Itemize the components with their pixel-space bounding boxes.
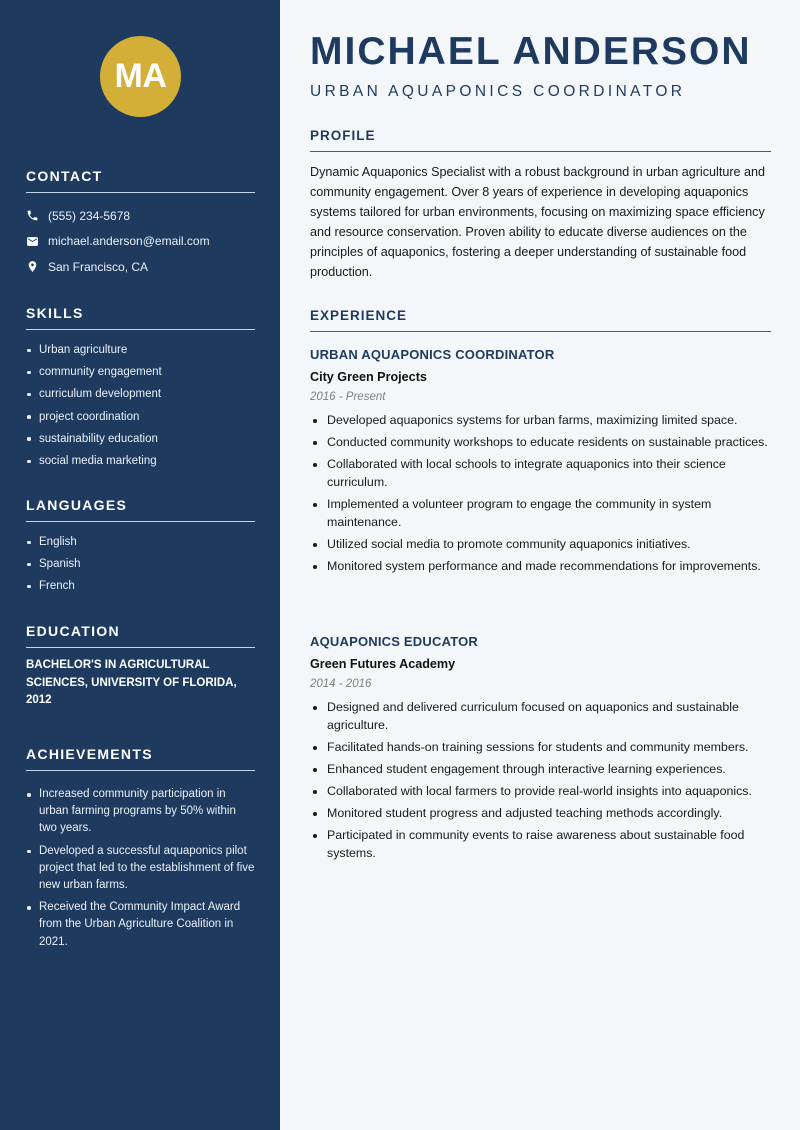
- contact-list: [26, 203, 255, 280]
- sidebar: [0, 0, 280, 1130]
- skill-item: project coordination: [26, 406, 255, 428]
- job-bullet: Implemented a volunteer program to engage the community in system maintenance.: [310, 495, 771, 531]
- contact-location: [26, 254, 255, 280]
- job-company: Green Futures Academy: [310, 657, 456, 671]
- skill-item: sustainability education: [26, 428, 255, 450]
- education-section: [26, 623, 255, 710]
- language-item: French: [26, 575, 255, 597]
- skill-item: social media marketing: [26, 450, 255, 472]
- job-dates: 2014 - 2016: [310, 678, 372, 690]
- skills-heading: SKILLS: [26, 305, 255, 330]
- job-bullet: Participated in community events to raise awareness about sustainable food systems.: [310, 826, 771, 862]
- education-heading: EDUCATION: [26, 623, 255, 648]
- candidate-name: MICHAEL ANDERSON: [310, 30, 752, 73]
- job-company: City Green Projects: [310, 370, 427, 384]
- profile-section: [310, 128, 771, 282]
- job-bullet: Facilitated hands-on training sessions for students and community members.: [310, 738, 771, 756]
- skill-item: Urban agriculture: [26, 339, 255, 361]
- email-value[interactable]: michael.anderson@email.com: [48, 234, 210, 249]
- job-bullet: Monitored system performance and made recommendations for improvements.: [310, 557, 771, 575]
- language-item: English: [26, 531, 255, 553]
- languages-list: [26, 531, 255, 598]
- skill-item: curriculum development: [26, 383, 255, 405]
- experience-heading: EXPERIENCE: [310, 308, 771, 332]
- achievement-item: Developed a successful aquaponics pilot project that led to the establishment of five new urban farms.: [26, 843, 255, 895]
- avatar: [100, 36, 181, 117]
- candidate-title: URBAN AQUAPONICS COORDINATOR: [310, 83, 686, 100]
- languages-section: [26, 497, 255, 598]
- achievements-list: [26, 786, 255, 951]
- achievements-section: [26, 746, 255, 956]
- job-bullet: Developed aquaponics systems for urban farms, maximizing limited space.: [310, 411, 771, 429]
- job-bullet: Enhanced student engagement through interactive learning experiences.: [310, 760, 771, 778]
- education-entry: BACHELOR'S IN AGRICULTURAL SCIENCES, UNIVERSITY OF FLORIDA, 2012: [26, 659, 237, 706]
- job-bullet: Conducted community workshops to educate residents on sustainable practices.: [310, 433, 771, 451]
- experience-section: [310, 308, 771, 332]
- location-pin-icon: [26, 260, 39, 273]
- avatar-initials: MA: [114, 57, 167, 95]
- job-bullets: [310, 698, 771, 862]
- job-role: URBAN AQUAPONICS COORDINATOR: [310, 347, 555, 362]
- profile-heading: PROFILE: [310, 128, 771, 152]
- skills-list: [26, 339, 255, 472]
- job-bullets: [310, 411, 771, 575]
- job-dates: 2016 - Present: [310, 391, 386, 403]
- languages-heading: LANGUAGES: [26, 497, 255, 522]
- job-bullet: Collaborated with local farmers to provide real-world insights into aquaponics.: [310, 782, 771, 800]
- job-role: AQUAPONICS EDUCATOR: [310, 634, 478, 649]
- contact-heading: CONTACT: [26, 168, 255, 193]
- contact-email: [26, 229, 255, 255]
- contact-section: [26, 168, 255, 280]
- job-entry: [310, 634, 771, 866]
- job-bullet: Monitored student progress and adjusted teaching methods accordingly.: [310, 804, 771, 822]
- skill-item: community engagement: [26, 361, 255, 383]
- achievement-item: Increased community participation in urban farming programs by 50% within two years.: [26, 786, 255, 838]
- job-entry: [310, 347, 771, 579]
- location-value: San Francisco, CA: [48, 259, 149, 274]
- achievements-heading: ACHIEVEMENTS: [26, 746, 255, 771]
- email-icon: [26, 235, 39, 248]
- phone-value: (555) 234-5678: [48, 208, 131, 223]
- phone-icon: [26, 209, 39, 222]
- job-bullet: Utilized social media to promote community aquaponics initiatives.: [310, 535, 771, 553]
- profile-text: Dynamic Aquaponics Specialist with a robust background in urban agriculture and community engagement. Over 8 years of experience in developing aquaponics systems tailored for urban environments, focusing on maximizing space efficiency and resource conservation. Proven ability to educate diverse audiences on the principles of aquaponics, fostering a deeper understanding of sustainable food production.: [310, 165, 766, 279]
- skills-section: [26, 305, 255, 472]
- contact-phone: [26, 203, 255, 229]
- language-item: Spanish: [26, 553, 255, 575]
- job-bullet: Collaborated with local schools to integrate aquaponics into their science curriculum.: [310, 455, 771, 491]
- achievement-item: Received the Community Impact Award from the Urban Agriculture Coalition in 2021.: [26, 899, 255, 951]
- job-bullet: Designed and delivered curriculum focused on aquaponics and sustainable agriculture.: [310, 698, 771, 734]
